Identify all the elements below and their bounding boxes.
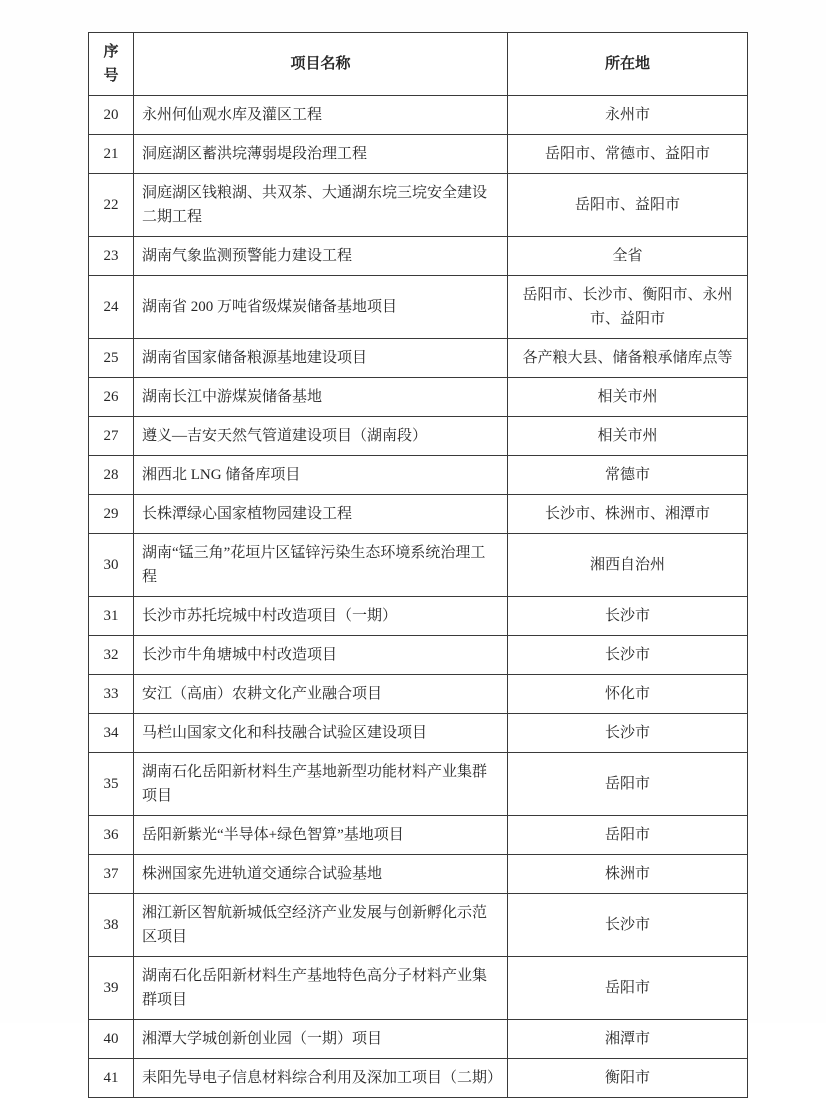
cell-no: 25 — [89, 339, 134, 378]
cell-no: 31 — [89, 597, 134, 636]
table-header-row — [89, 33, 748, 96]
cell-loc: 岳阳市 — [508, 957, 748, 1020]
cell-name: 湖南省国家储备粮源基地建设项目 — [134, 339, 508, 378]
table-row — [89, 957, 748, 1020]
table-row — [89, 534, 748, 597]
cell-loc: 各产粮大县、储备粮承储库点等 — [508, 339, 748, 378]
cell-no: 22 — [89, 174, 134, 237]
table-row — [89, 1020, 748, 1059]
cell-name: 长沙市牛角塘城中村改造项目 — [134, 636, 508, 675]
table-row — [89, 456, 748, 495]
cell-loc: 怀化市 — [508, 675, 748, 714]
cell-loc: 岳阳市 — [508, 753, 748, 816]
cell-no: 24 — [89, 276, 134, 339]
cell-loc: 长沙市 — [508, 714, 748, 753]
table-row — [89, 675, 748, 714]
cell-no: 34 — [89, 714, 134, 753]
table-row — [89, 816, 748, 855]
cell-loc: 永州市 — [508, 96, 748, 135]
cell-no: 38 — [89, 894, 134, 957]
cell-name: 湘潭大学城创新创业园（一期）项目 — [134, 1020, 508, 1059]
cell-no: 21 — [89, 135, 134, 174]
cell-name: 马栏山国家文化和科技融合试验区建设项目 — [134, 714, 508, 753]
cell-loc: 长沙市、株洲市、湘潭市 — [508, 495, 748, 534]
cell-loc: 岳阳市、益阳市 — [508, 174, 748, 237]
cell-loc: 长沙市 — [508, 894, 748, 957]
header-no: 序号 — [89, 33, 134, 96]
cell-no: 36 — [89, 816, 134, 855]
cell-loc: 相关市州 — [508, 378, 748, 417]
cell-name: 岳阳新紫光“半导体+绿色智算”基地项目 — [134, 816, 508, 855]
cell-name: 安江（高庙）农耕文化产业融合项目 — [134, 675, 508, 714]
cell-no: 41 — [89, 1059, 134, 1098]
cell-name: 湘西北 LNG 储备库项目 — [134, 456, 508, 495]
cell-name: 株洲国家先进轨道交通综合试验基地 — [134, 855, 508, 894]
cell-loc: 湘西自治州 — [508, 534, 748, 597]
cell-no: 37 — [89, 855, 134, 894]
cell-no: 39 — [89, 957, 134, 1020]
table-row — [89, 714, 748, 753]
table-row — [89, 636, 748, 675]
table-row — [89, 894, 748, 957]
cell-name: 长株潭绿心国家植物园建设工程 — [134, 495, 508, 534]
header-project-name: 项目名称 — [134, 33, 508, 96]
cell-loc: 相关市州 — [508, 417, 748, 456]
table-row — [89, 96, 748, 135]
cell-name: 永州何仙观水库及灌区工程 — [134, 96, 508, 135]
cell-name: 耒阳先导电子信息材料综合利用及深加工项目（二期） — [134, 1059, 508, 1098]
cell-loc: 全省 — [508, 237, 748, 276]
table-row — [89, 339, 748, 378]
cell-name: 遵义—吉安天然气管道建设项目（湖南段） — [134, 417, 508, 456]
table-row — [89, 855, 748, 894]
table-row — [89, 174, 748, 237]
header-location: 所在地 — [508, 33, 748, 96]
table-row — [89, 417, 748, 456]
table-row — [89, 597, 748, 636]
cell-loc: 湘潭市 — [508, 1020, 748, 1059]
cell-no: 30 — [89, 534, 134, 597]
cell-loc: 长沙市 — [508, 636, 748, 675]
cell-name: 湖南石化岳阳新材料生产基地特色高分子材料产业集群项目 — [134, 957, 508, 1020]
cell-no: 26 — [89, 378, 134, 417]
table-row — [89, 495, 748, 534]
cell-name: 洞庭湖区钱粮湖、共双茶、大通湖东垸三垸安全建设二期工程 — [134, 174, 508, 237]
cell-no: 23 — [89, 237, 134, 276]
cell-name: 洞庭湖区蓄洪垸薄弱堤段治理工程 — [134, 135, 508, 174]
cell-name: 湖南气象监测预警能力建设工程 — [134, 237, 508, 276]
table-row — [89, 378, 748, 417]
table-row — [89, 135, 748, 174]
table-row — [89, 237, 748, 276]
project-list-table — [88, 32, 748, 1098]
cell-no: 33 — [89, 675, 134, 714]
table-row — [89, 1059, 748, 1098]
table-row — [89, 753, 748, 816]
cell-no: 29 — [89, 495, 134, 534]
table-body — [89, 96, 748, 1098]
cell-name: 湖南省 200 万吨省级煤炭储备基地项目 — [134, 276, 508, 339]
cell-loc: 衡阳市 — [508, 1059, 748, 1098]
cell-no: 20 — [89, 96, 134, 135]
cell-loc: 岳阳市 — [508, 816, 748, 855]
cell-no: 32 — [89, 636, 134, 675]
cell-name: 长沙市苏托垸城中村改造项目（一期） — [134, 597, 508, 636]
cell-name: 湖南“锰三角”花垣片区锰锌污染生态环境系统治理工程 — [134, 534, 508, 597]
cell-loc: 岳阳市、常德市、益阳市 — [508, 135, 748, 174]
cell-loc: 常德市 — [508, 456, 748, 495]
cell-no: 27 — [89, 417, 134, 456]
cell-no: 40 — [89, 1020, 134, 1059]
cell-loc: 岳阳市、长沙市、衡阳市、永州市、益阳市 — [508, 276, 748, 339]
cell-name: 湘江新区智航新城低空经济产业发展与创新孵化示范区项目 — [134, 894, 508, 957]
cell-loc: 长沙市 — [508, 597, 748, 636]
cell-loc: 株洲市 — [508, 855, 748, 894]
cell-no: 28 — [89, 456, 134, 495]
cell-name: 湖南石化岳阳新材料生产基地新型功能材料产业集群项目 — [134, 753, 508, 816]
cell-name: 湖南长江中游煤炭储备基地 — [134, 378, 508, 417]
cell-no: 35 — [89, 753, 134, 816]
table-row — [89, 276, 748, 339]
